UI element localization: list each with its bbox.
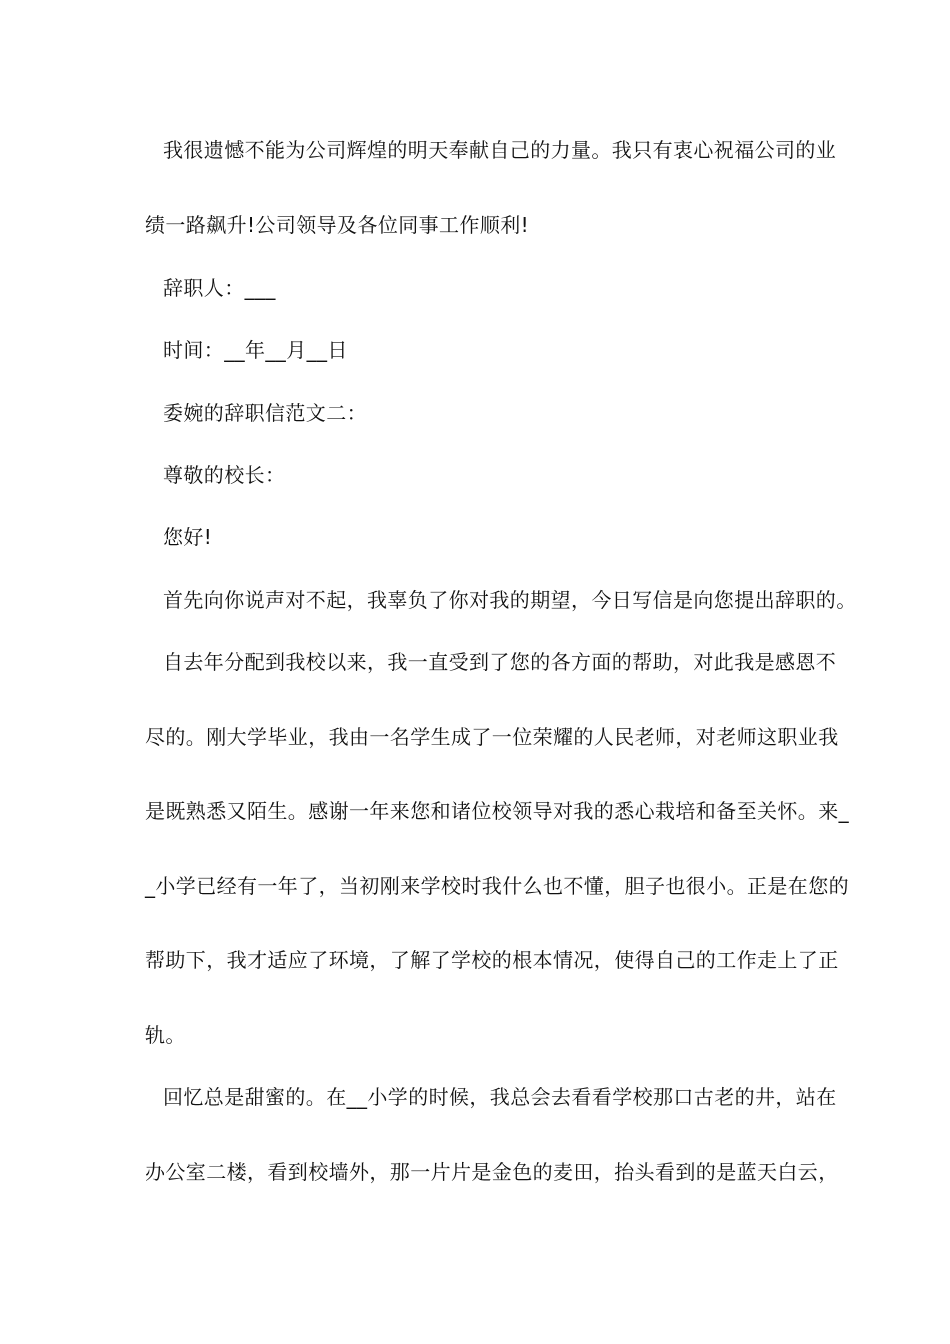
paragraph-line: 轨。 bbox=[145, 1023, 186, 1047]
paragraph-line: 办公室二楼，看到校墙外，那一片片是金色的麦田，抬头看到的是蓝天白云， bbox=[145, 1160, 839, 1184]
salutation-line: 尊敬的校长： bbox=[163, 463, 286, 487]
paragraph-line: 帮助下，我才适应了环境，了解了学校的根本情况，使得自己的工作走上了正 bbox=[145, 948, 839, 972]
section-heading: 委婉的辞职信范文二： bbox=[163, 401, 367, 425]
paragraph-line: 自去年分配到我校以来，我一直受到了您的各方面的帮助，对此我是感恩不 bbox=[163, 650, 837, 674]
paragraph-line: 回忆总是甜蜜的。在__小学的时候，我总会去看看学校那口古老的井，站在 bbox=[163, 1085, 837, 1109]
paragraph-line: 首先向你说声对不起，我辜负了你对我的期望，今日写信是向您提出辞职的。 bbox=[163, 588, 857, 612]
greeting-line: 您好! bbox=[163, 525, 213, 549]
paragraph-line: 是既熟悉又陌生。感谢一年来您和诸位校领导对我的悉心栽培和备至关怀。来_ bbox=[145, 799, 849, 823]
paragraph-line: 尽的。刚大学毕业，我由一名学生成了一位荣耀的人民老师，对老师这职业我 bbox=[145, 725, 839, 749]
paragraph-line: 我很遗憾不能为公司辉煌的明天奉献自己的力量。我只有衷心祝福公司的业 bbox=[163, 138, 837, 162]
paragraph-line: _小学已经有一年了，当初刚来学校时我什么也不懂，胆子也很小。正是在您的 bbox=[145, 874, 849, 898]
date-line: 时间：__年__月__日 bbox=[163, 338, 348, 362]
resigner-signature-line: 辞职人：___ bbox=[163, 276, 276, 300]
paragraph-line: 绩一路飙升!公司领导及各位同事工作顺利! bbox=[145, 213, 530, 237]
